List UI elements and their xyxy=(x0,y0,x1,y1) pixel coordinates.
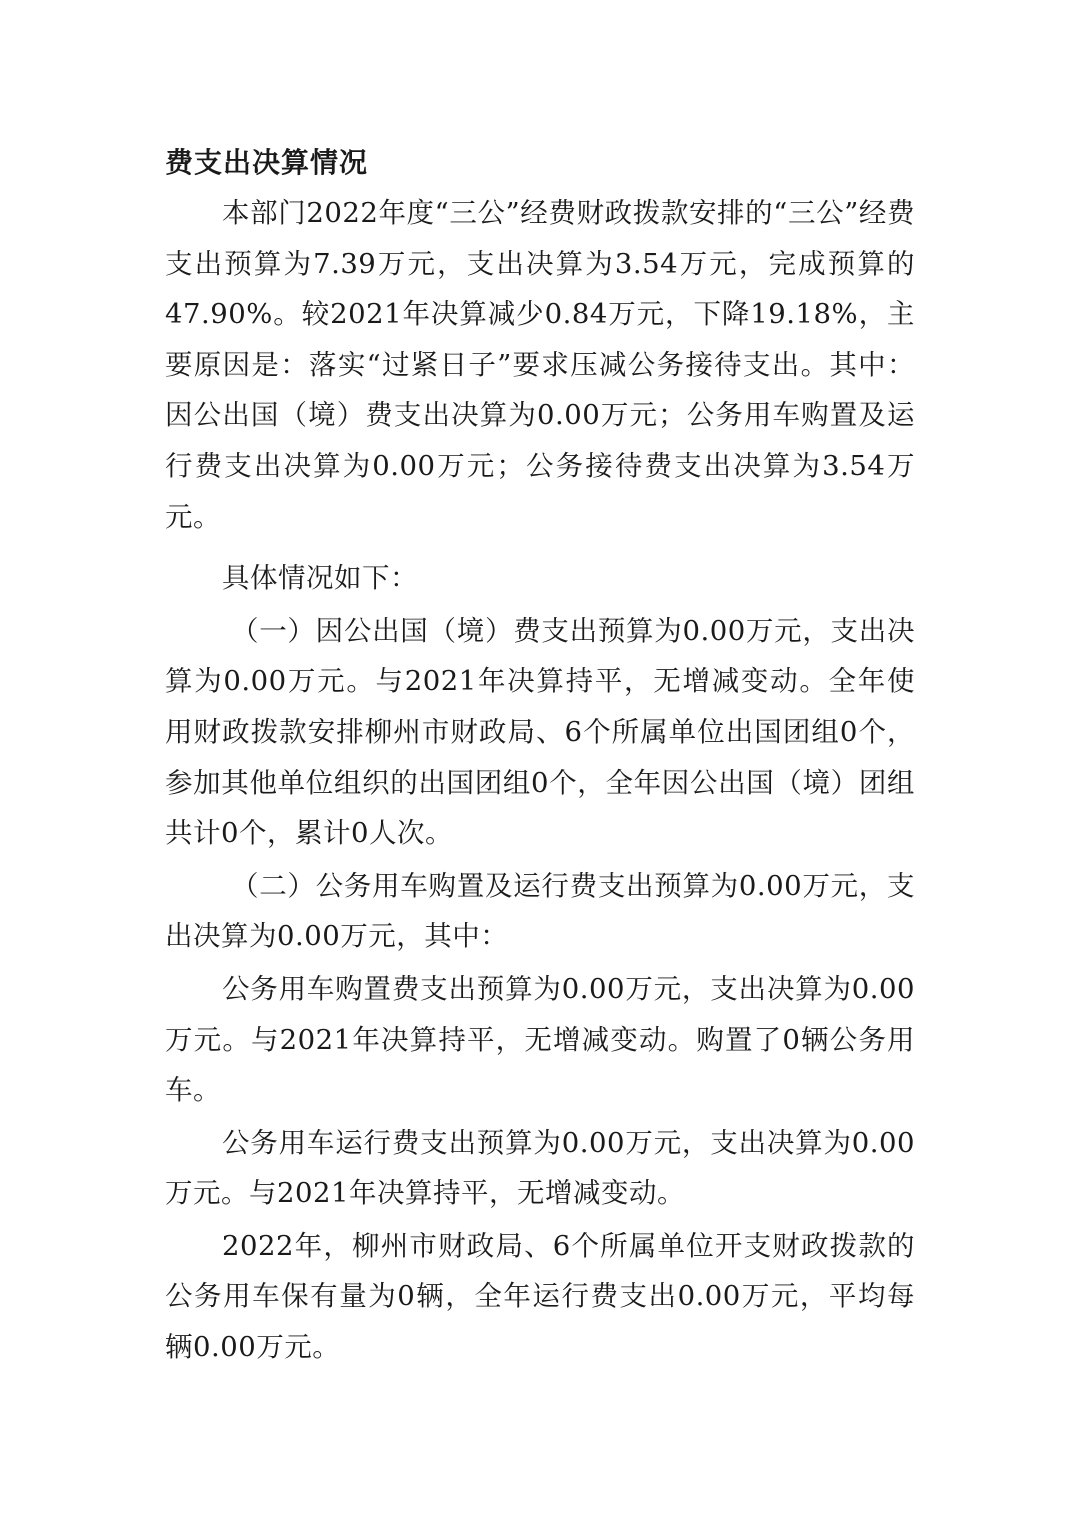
paragraph-vehicle-purchase: 公务用车购置费支出预算为0.00万元，支出决算为0.00万元。与2021年决算持平，无增减变动。购置了0辆公务用车。 xyxy=(165,972,915,1107)
section-heading: 费支出决算情况 xyxy=(165,146,369,179)
paragraph-summary: 本部门2022年度“三公”经费财政拨款安排的“三公”经费支出预算为7.39万元，支出决算为3.54万元，完成预算的47.90%。较2021年决算减少0.84万元，下降19.18%，主要原因是：落实“过紧日子”要求压减公务接待支出。其中：因公出国（境）费支出决算为0.00万元；公务用车购置及运行费支出决算为0.00万元；公务接待费支出决算为3.54万元。 xyxy=(165,197,915,533)
paragraph-vehicle-operation: 公务用车运行费支出预算为0.00万元，支出决算为0.00万元。与2021年决算持平，无增减变动。 xyxy=(165,1126,915,1210)
paragraph-vehicle-costs: （二）公务用车购置及运行费支出预算为0.00万元，支出决算为0.00万元，其中： xyxy=(165,869,915,953)
document-page xyxy=(165,138,915,1373)
paragraph-overseas-travel: （一）因公出国（境）费支出预算为0.00万元，支出决算为0.00万元。与2021年决算持平，无增减变动。全年使用财政拨款安排柳州市财政局、6个所属单位出国团组0个，参加其他单位组织的出国团组0个，全年因公出国（境）团组共计0个，累计0人次。 xyxy=(165,614,915,850)
paragraph-details-intro: 具体情况如下： xyxy=(222,562,418,595)
paragraph-vehicle-fleet: 2022年，柳州市财政局、6个所属单位开支财政拨款的公务用车保有量为0辆，全年运行费支出0.00万元，平均每辆0.00万元。 xyxy=(165,1229,915,1364)
